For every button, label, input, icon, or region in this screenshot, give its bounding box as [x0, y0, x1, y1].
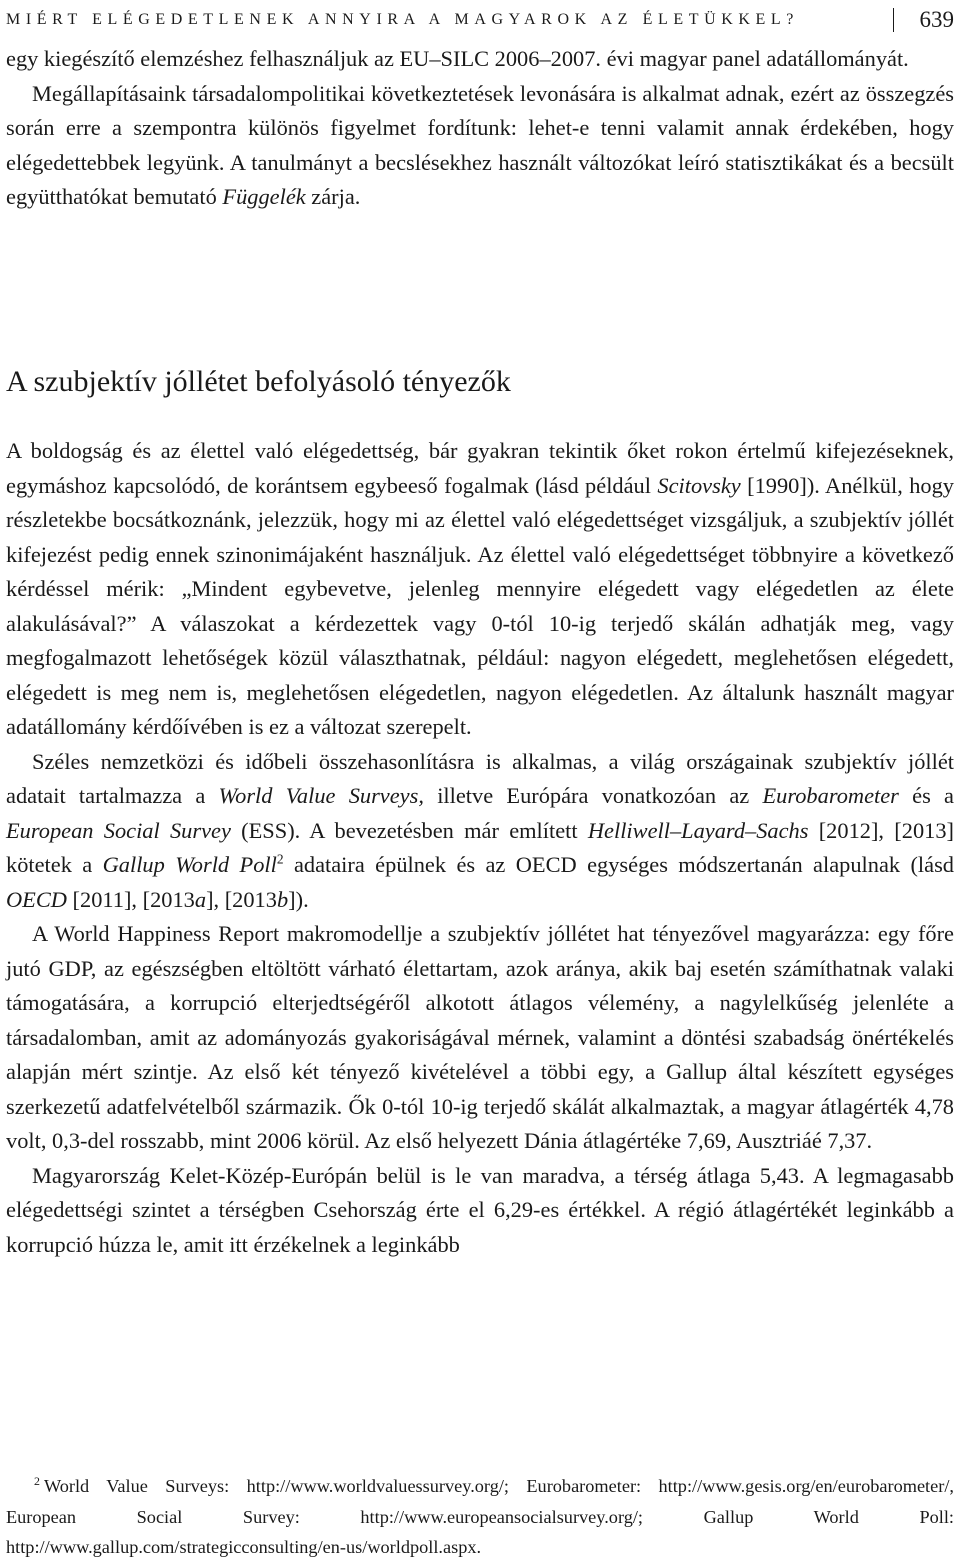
- footnote-marker: 2: [34, 1473, 40, 1488]
- text-run: illetve Európára vonatkozóan az: [423, 783, 763, 808]
- italic-term: Scitovsky: [657, 472, 741, 498]
- text-run: Megállapításaink társadalompolitikai következtetések levonására is alkalmat adnak, ezért az összegzés során erre a szempontra különös figyelmet fordítunk: lehet-e tenni valamit annak érdekében, hogy elégedettebbek legyünk. A tanulmányt a becslésekhez használt változókat leíró statisztikákat és a becsült együtthatókat bemutató: [6, 80, 954, 209]
- section-paragraph-3: A World Happiness Report makromodellje a szubjektív jóllétet hat tényezővel magyarázza: egy főre jutó GDP, az egészségben eltöltött várható élettartam, azok aránya, akik baj esetén számíthatnak valaki támogatására, a korrupció elterjedtségéről alkotott átlagos vélemény, a nagylelkűség jelenléte a társadalomban, amit az adományozás gyakoriságával mérnek, valamint a döntési szabadság önértékelés alapján mért szintje. Az első két tényező kivételével a többi egy, a Gallup által készített egységes szerkezetű adatfelvételből származik. Ők 0-tól 10-ig terjedő skálát alkalmaztak, a magyar átlagérték 4,78 volt, 0,3-del rosszabb, mint 2006 körül. Az első helyezett Dánia átlagértéke 7,69, Ausztriáé 7,37.: [6, 921, 954, 1153]
- italic-term: World Value Surveys,: [218, 783, 424, 808]
- section-paragraph-4: Magyarország Kelet-Közép-Európán belül is le van maradva, a térség átlaga 5,43. A legmagasabb elégedettségi szintet a térségben Csehország érte el 6,29-es értékkel. A régió átlagértékét leginkább a korrupció húzza le, amit itt érzékelnek a leginkább: [6, 1162, 954, 1257]
- running-header: [6, 6, 954, 34]
- text-run: [2011], [2013: [66, 886, 195, 912]
- italic-term: a: [194, 886, 207, 912]
- italic-term: Helliwell–Layard–Sachs: [587, 817, 809, 843]
- italic-term: Gallup World Poll: [102, 852, 277, 877]
- footnote-reference: 2: [276, 851, 284, 867]
- text-run: [1990]). Anélkül, hogy részletekbe bocsátkoznánk, jelezzük, hogy mi az élettel való elégedettséget vizsgáljuk, a szubjektív jóllét kifejezést pedig ennek szinonimájaként használjuk. Az élettel való elégedettséget többnyire a következő kérdéssel mérik: „Mindent egybevetve, jelenleg mennyire elégedett vagy elégedetlen az élete alakulásával?” A válaszokat a kérdezettek vagy 0-tól 10-ig terjedő skálán adhatják meg, vagy megfogalmazott lehetőségek közül választhatnak, például: nagyon elégedett, meglehetősen elégedett, elégedett is meg nem is, meglehetősen elégedetlen, nagyon elégedetlen. Az általunk használt magyar adatállomány kérdőívében is ez a változat szerepelt.: [6, 472, 954, 739]
- section-body: [6, 434, 954, 1262]
- intro-text: [6, 42, 954, 215]
- section-paragraph-1: [6, 434, 954, 745]
- footnote-paragraph: [6, 1471, 954, 1563]
- text-run: (ESS). A bevezetésben már említett: [230, 817, 588, 843]
- italic-term: OECD: [6, 886, 67, 912]
- header-divider: [893, 8, 894, 32]
- text-run: és a: [898, 783, 954, 808]
- italic-term: Eurobarometer: [762, 783, 899, 808]
- section-paragraph-2: [6, 745, 954, 918]
- intro-paragraph-1: egy kiegészítő elemzéshez felhasználjuk az EU–SILC 2006–2007. évi magyar panel adatállományát.: [6, 46, 909, 71]
- section-heading: A szubjektív jóllétet befolyásoló tényezők: [6, 365, 511, 398]
- footnote-text: World Value Surveys: http://www.worldvaluessurvey.org/; Eurobarometer: http://www.gesis.org/en/eurobarometer/, European Social Survey: http://www.europeansocialsurvey.org/; Gallup World Poll: http://www.gallup.com/strategicconsulting/en-us/worldpoll.aspx.: [6, 1476, 954, 1557]
- text-run: adataira épülnek és az OECD egységes módszertanán alapulnak (lásd: [283, 852, 954, 877]
- text-run: Széles nemzetközi és időbeli összehasonlításra is alkalmas, a világ országainak szubjektív jóllét adatait tartalmazza a: [6, 748, 954, 808]
- page-number: 639: [919, 7, 954, 32]
- intro-paragraph-2: [6, 77, 954, 215]
- text-run: ]).: [288, 886, 309, 912]
- footnote: [6, 1471, 954, 1563]
- text-run: [2012], [2013] kötetek a: [6, 817, 954, 877]
- text-run: zárja.: [305, 184, 361, 209]
- italic-term: b: [276, 886, 289, 912]
- text-run: ], [2013: [206, 886, 277, 912]
- text-run: A boldogság és az élettel való elégedettség, bár gyakran tekintik őket rokon értelmű kifejezéseknek, egymáshoz kapcsolódó, de korántsem egybeeső fogalmak (lásd például: [6, 438, 954, 498]
- running-title: MIÉRT ELÉGEDETLENEK ANNYIRA A MAGYAROK AZ ÉLETÜKKEL?: [6, 11, 800, 28]
- italic-term: European Social Survey: [6, 817, 231, 843]
- italic-term: Függelék: [222, 184, 306, 209]
